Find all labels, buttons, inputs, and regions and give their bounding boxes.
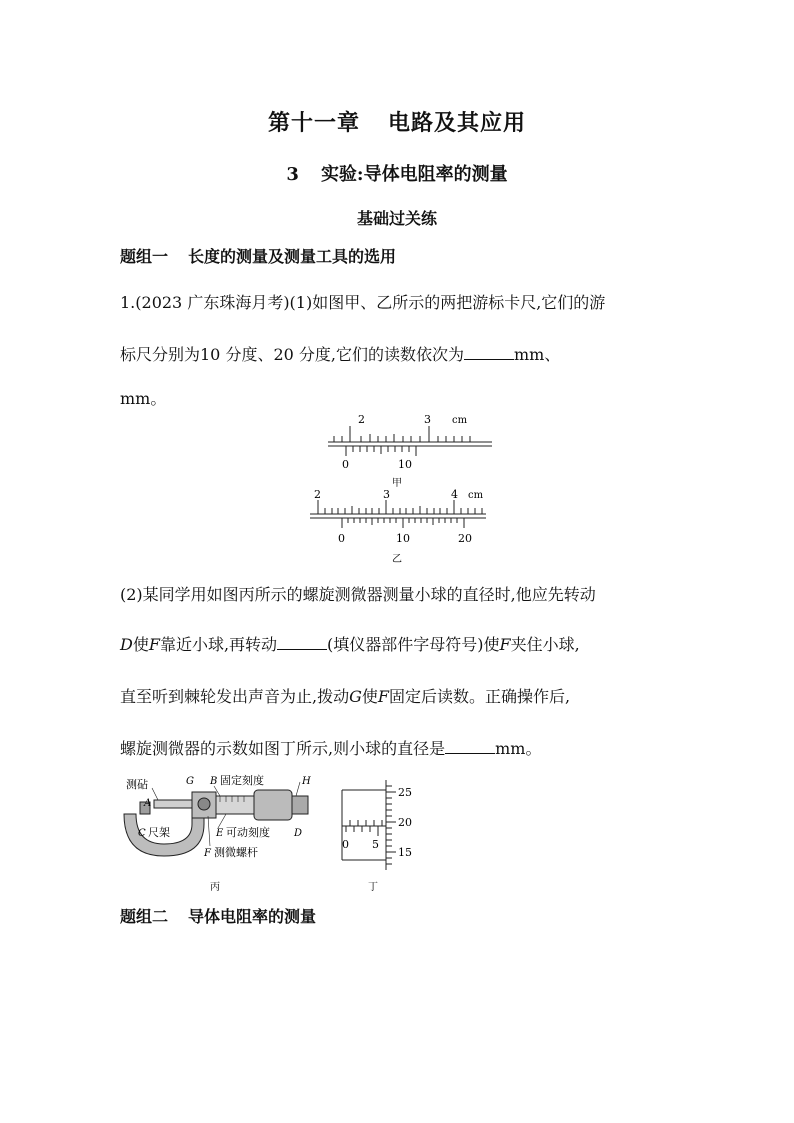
- jia-vernier-label-0: 0: [342, 458, 349, 471]
- symbol-G: G: [349, 687, 362, 706]
- yi-main-label-3: 3: [383, 488, 390, 501]
- micrometer-bing: [118, 772, 318, 896]
- ding-caption: 丁: [368, 882, 378, 893]
- exercise-subtitle: 基础过关练: [356, 209, 437, 228]
- q1-line3: [120, 386, 166, 409]
- yi-vernier-label-20: 20: [458, 532, 472, 545]
- jia-main-label-3: 3: [424, 413, 431, 426]
- ding-sleeve-label-0: 0: [342, 838, 349, 851]
- q1-line3-unit: mm。: [120, 389, 167, 408]
- yi-main-label-2: 2: [314, 488, 321, 501]
- text-fill-hint: (填仪器部件字母符号)使: [327, 635, 500, 654]
- q1-part2-line2: [120, 632, 580, 655]
- chapter-heading: [0, 106, 794, 137]
- label-G: G: [186, 776, 194, 787]
- text-ratchet: 直至听到棘轮发出声音为止,拨动: [120, 687, 350, 706]
- yi-unit-label: cm: [468, 490, 484, 501]
- label-A: A: [144, 798, 152, 809]
- jia-unit-label: cm: [452, 415, 468, 426]
- text-mm: mm。: [495, 739, 542, 758]
- group1-title: 长度的测量及测量工具的选用: [188, 247, 397, 266]
- ding-sleeve-label-5: 5: [372, 838, 379, 851]
- q1-line2-unit: mm、: [513, 345, 561, 364]
- jia-caption: 甲: [392, 478, 402, 489]
- chapter-title: 电路及其应用: [388, 110, 527, 136]
- vernier-caliper-yi: [306, 486, 490, 568]
- ding-thimble-label-25: 25: [398, 786, 412, 799]
- answer-blank-1[interactable]: [464, 345, 514, 360]
- label-H: H: [302, 776, 311, 787]
- label-B: B: [210, 776, 218, 787]
- section-number: 3: [286, 164, 299, 185]
- symbol-D: D: [120, 635, 133, 654]
- symbol-F-2: F: [499, 635, 511, 654]
- label-C: C: [138, 828, 146, 839]
- label-fixed-scale: 固定刻度: [220, 774, 264, 787]
- text-approach: 靠近小球,再转动: [159, 635, 278, 654]
- bing-caption: 丙: [210, 882, 220, 893]
- text-clamp: 夹住小球,: [510, 635, 580, 654]
- micrometer-reading-ding: [336, 776, 446, 894]
- q1-part2-line4: [120, 736, 541, 759]
- group2-title: 导体电阻率的测量: [188, 907, 317, 926]
- yi-vernier-label-0: 0: [338, 532, 345, 545]
- text-shi-2: 使: [361, 687, 378, 706]
- label-E: E: [216, 828, 224, 839]
- label-spindle: 测微螺杆: [214, 846, 258, 859]
- answer-blank-3[interactable]: [445, 739, 495, 754]
- yi-vernier-label-10: 10: [396, 532, 410, 545]
- text-reading: 螺旋测微器的示数如图丁所示,则小球的直径是: [120, 739, 446, 758]
- group1-heading: [120, 244, 396, 267]
- yi-main-label-4: 4: [451, 488, 458, 501]
- label-frame: 尺架: [148, 826, 170, 839]
- answer-blank-2[interactable]: [277, 635, 327, 650]
- ding-thimble-label-20: 20: [398, 816, 412, 829]
- label-D: D: [294, 828, 303, 839]
- group2-heading: [120, 904, 316, 927]
- yi-caption: 乙: [392, 554, 402, 565]
- q1-part2-line3: [120, 684, 570, 707]
- jia-main-label-2: 2: [358, 413, 365, 426]
- q1-line2: [120, 342, 560, 365]
- jia-vernier-label-10: 10: [398, 458, 412, 471]
- vernier-caliper-jia: [320, 408, 500, 492]
- q1-line2-text: 标尺分别为10 分度、20 分度,它们的读数依次为: [120, 345, 464, 364]
- q1-line1: 1.(2023 广东珠海月考)(1)如图甲、乙所示的两把游标卡尺,它们的游: [120, 293, 606, 312]
- section-title: 实验:导体电阻率的测量: [320, 164, 508, 185]
- label-anvil: 测砧: [126, 778, 148, 791]
- group2-label: 题组二: [120, 907, 169, 926]
- text-shi: 使: [132, 635, 149, 654]
- symbol-F-3: F: [377, 687, 389, 706]
- label-movable-scale: 可动刻度: [226, 826, 270, 839]
- q1-part2-line1: (2)某同学用如图丙所示的螺旋测微器测量小球的直径时,他应先转动: [120, 585, 596, 604]
- symbol-F: F: [148, 635, 160, 654]
- text-fix-read: 固定后读数。正确操作后,: [389, 687, 571, 706]
- section-heading: [0, 160, 794, 186]
- chapter-prefix: 第十一章: [267, 110, 360, 136]
- group1-label: 题组一: [120, 247, 169, 266]
- label-F: F: [204, 848, 211, 859]
- ding-thimble-label-15: 15: [398, 846, 412, 859]
